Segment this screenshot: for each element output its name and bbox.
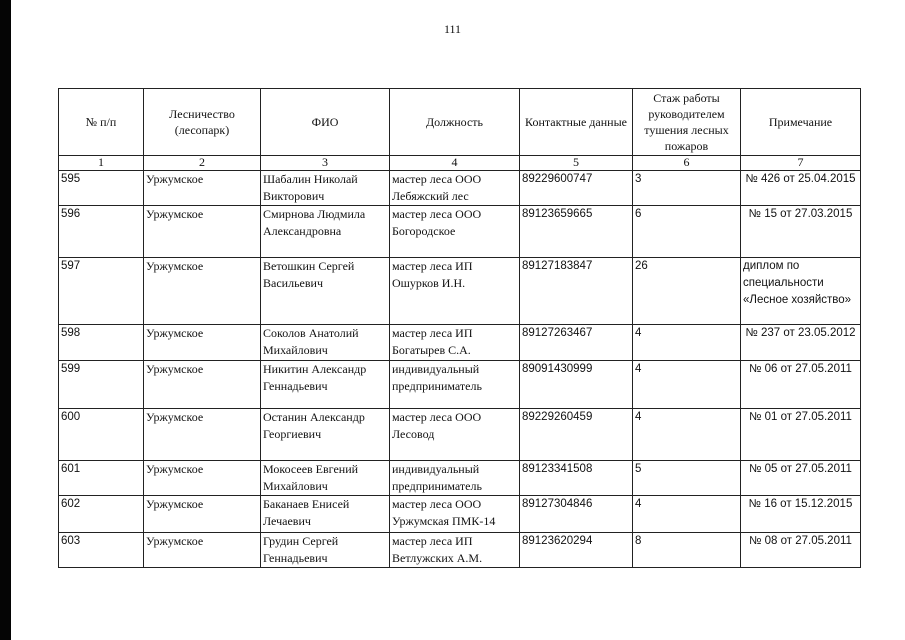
cell-forestry: Уржумское [144,258,261,325]
cell-forestry: Уржумское [144,325,261,361]
cell-position: мастер леса ООО Лебяжский лес [390,171,520,206]
col-header-forestry: Лесничество (лесопарк) [144,89,261,156]
cell-phone: 89229600747 [520,171,633,206]
cell-fio: Грудин Сергей Геннадьевич [261,533,390,568]
cell-experience: 3 [633,171,741,206]
col-header-note: Примечание [741,89,861,156]
cell-forestry: Уржумское [144,361,261,409]
table-row [59,171,861,206]
cell-position: мастер леса ООО Уржумская ПМК-14 [390,496,520,533]
header-row [59,89,861,156]
cell-note: № 237 от 23.05.2012 [741,325,861,361]
cell-experience: 5 [633,461,741,496]
cell-fio: Шабалин Николай Викторович [261,171,390,206]
cell-note: диплом по специальности «Лесное хозяйство» [741,258,861,325]
col-number: 7 [741,156,861,171]
cell-fio: Останин Александр Георгиевич [261,409,390,461]
cell-note: № 05 от 27.05.2011 [741,461,861,496]
cell-phone: 89127263467 [520,325,633,361]
cell-note: № 06 от 27.05.2011 [741,361,861,409]
col-number: 3 [261,156,390,171]
cell-forestry: Уржумское [144,496,261,533]
cell-position: индивидуальный предприниматель [390,461,520,496]
cell-note: № 01 от 27.05.2011 [741,409,861,461]
cell-experience: 4 [633,409,741,461]
col-header-contacts: Контактные данные [520,89,633,156]
col-number: 6 [633,156,741,171]
cell-num: 600 [59,409,144,461]
cell-position: мастер леса ИП Ветлужских А.М. [390,533,520,568]
cell-position: мастер леса ИП Богатырев С.А. [390,325,520,361]
cell-note: № 16 от 15.12.2015 [741,496,861,533]
col-number: 5 [520,156,633,171]
cell-experience: 4 [633,361,741,409]
cell-fio: Ветошкин Сергей Васильевич [261,258,390,325]
cell-experience: 26 [633,258,741,325]
cell-phone: 89123620294 [520,533,633,568]
cell-experience: 4 [633,325,741,361]
table-row [59,361,861,409]
cell-fio: Баканаев Енисей Лечаевич [261,496,390,533]
table-row [59,496,861,533]
cell-phone: 89127183847 [520,258,633,325]
cell-fio: Смирнова Людмила Александровна [261,206,390,258]
cell-num: 603 [59,533,144,568]
cell-phone: 89091430999 [520,361,633,409]
table-row [59,206,861,258]
cell-phone: 89123341508 [520,461,633,496]
cell-fio: Никитин Александр Геннадьевич [261,361,390,409]
cell-num: 601 [59,461,144,496]
col-number: 1 [59,156,144,171]
col-number: 2 [144,156,261,171]
table-row [59,409,861,461]
table-row [59,533,861,568]
cell-num: 598 [59,325,144,361]
cell-experience: 6 [633,206,741,258]
cell-experience: 8 [633,533,741,568]
table-row [59,325,861,361]
cell-note: № 15 от 27.03.2015 [741,206,861,258]
col-header-fio: ФИО [261,89,390,156]
cell-forestry: Уржумское [144,171,261,206]
cell-forestry: Уржумское [144,206,261,258]
cell-forestry: Уржумское [144,533,261,568]
col-header-position: Должность [390,89,520,156]
cell-phone: 89123659665 [520,206,633,258]
cell-position: мастер леса ООО Богородское [390,206,520,258]
cell-fio: Соколов Анатолий Михайлович [261,325,390,361]
cell-num: 597 [59,258,144,325]
table-row [59,258,861,325]
page-number: 111 [443,22,462,36]
col-header-num: № п/п [59,89,144,156]
cell-num: 599 [59,361,144,409]
cell-note: № 426 от 25.04.2015 [741,171,861,206]
cell-position: мастер леса ИП Ошурков И.Н. [390,258,520,325]
cell-forestry: Уржумское [144,409,261,461]
forest-fire-managers-table [58,88,861,568]
table-row [59,461,861,496]
cell-forestry: Уржумское [144,461,261,496]
cell-phone: 89229260459 [520,409,633,461]
cell-num: 595 [59,171,144,206]
cell-fio: Мокосеев Евгений Михайлович [261,461,390,496]
scan-edge-bar [0,0,11,640]
cell-position: мастер леса ООО Лесовод [390,409,520,461]
cell-phone: 89127304846 [520,496,633,533]
column-number-row [59,156,861,171]
cell-note: № 08 от 27.05.2011 [741,533,861,568]
col-header-experience: Стаж работы руководителем тушения лесных пожаров [633,89,741,156]
col-number: 4 [390,156,520,171]
cell-num: 596 [59,206,144,258]
cell-experience: 4 [633,496,741,533]
cell-position: индивидуальный предприниматель [390,361,520,409]
cell-num: 602 [59,496,144,533]
